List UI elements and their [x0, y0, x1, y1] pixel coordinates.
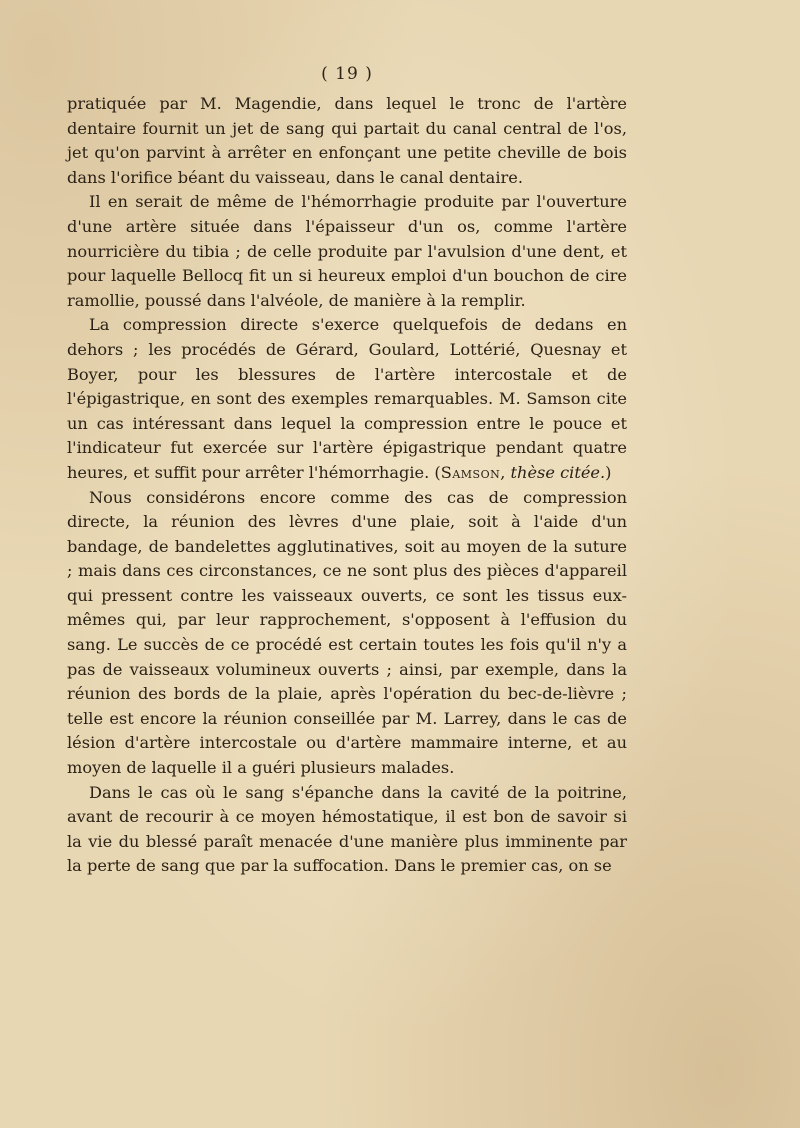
document-page — [67, 62, 627, 879]
reference-title: thèse citée. — [510, 462, 606, 482]
paragraph-chest-bleeding: Dans le cas où le sang s'épanche dans la cavité de la poitrine, avant de recourir à ce moyen hémostatique, il est bon de savoir si la vie du blessé paraît menacée d'une manière plus imminente par la perte de sang que par la suffocation. Dans le premier cas, on se — [67, 782, 627, 876]
paragraph-text: La compression directe s'exerce quelquefois de dedans en dehors ; les procédés de Gérard, Goulard, Lottérié, Quesnay et Boyer, pour les blessures de l'artère intercostale et de l'épigastrique, en sont des exemples remarquables. M. Samson cite un cas intéressant dans lequel la compression entre le pouce et l'indicateur fut exercée sur l'artère épigastrique pendant quatre heures, et suffit pour arrêter l'hémorrhagie. ( — [67, 315, 627, 482]
page-number: ( 19 ) — [321, 64, 373, 84]
reference-author: Samson — [440, 462, 501, 482]
paragraph-hemorrhage-bone: Il en serait de même de l'hémorrhagie produite par l'ouverture d'une artère située dans l'épaisseur d'un os, comme l'artère nourricière du tibia ; de celle produite par l'avulsion d'une dent, et pour laquelle Bellocq fit un si heureux emploi d'un bouchon de cire ramollie, poussé dans l'alvéole, de manière à la remplir. — [67, 192, 627, 310]
paragraph-wound-reunion: Nous considérons encore comme des cas de compression directe, la réunion des lèvres d'une plaie, soit à l'aide d'un bandage, de bandelettes agglutinatives, soit au moyen de la suture ; mais dans ces circonstances, ce ne sont plus des pièces d'appareil qui pressent contre les vaisseaux ouverts, ce sont les tissus eux-mêmes qui, par leur rapprochement, s'opposent à l'effusion du sang. Le succès de ce procédé est certain toutes les fois qu'il n'y a pas de vaisseaux volumineux ouverts ; ainsi, par exemple, dans la réunion des bords de la plaie, après l'opération du bec-de-lièvre ; telle est encore la réunion conseillée par M. Larrey, dans le cas de lésion d'artère intercostale ou d'artère mammaire interne, et au moyen de laquelle il a guéri plusieurs malades. — [67, 487, 627, 778]
paragraph-direct-compression — [67, 313, 627, 485]
reference-close: ) — [605, 462, 612, 482]
reference-separator: , — [500, 462, 511, 482]
paragraph-continuation: pratiquée par M. Magendie, dans lequel le tronc de l'artère dentaire fournit un jet de sang qui partait du canal central de l'os, jet qu'on parvint à arrêter en enfonçant une petite cheville de bois dans l'orifice béant du vaisseau, dans le canal dentaire. — [67, 94, 627, 187]
